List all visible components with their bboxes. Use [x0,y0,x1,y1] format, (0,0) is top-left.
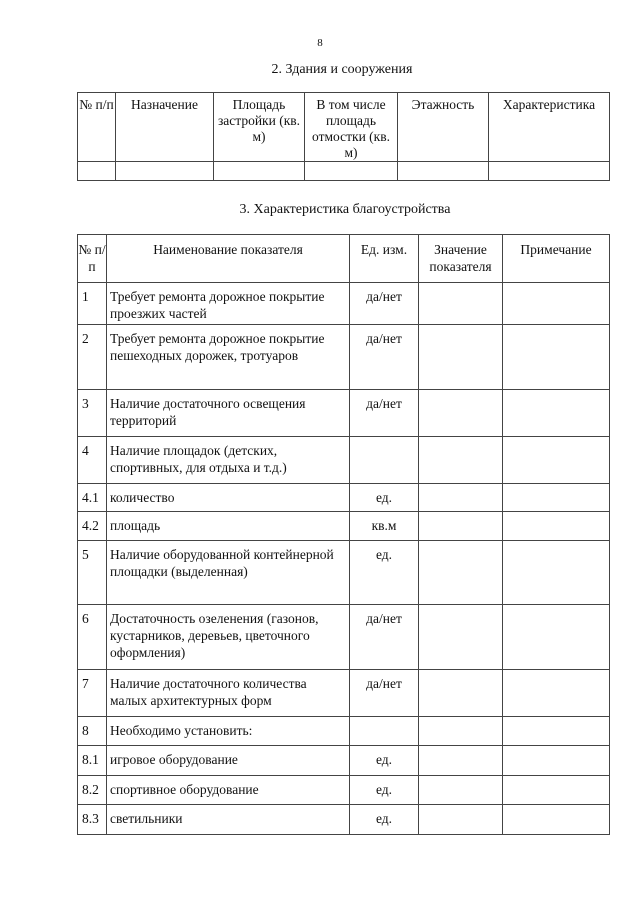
section-2-title: 2. Здания и сооружения [271,62,413,77]
empty-cell[interactable] [116,162,214,181]
row-number: 4.1 [78,484,107,512]
note-cell[interactable] [503,390,610,437]
indicator-name: Наличие достаточного освещения территорий [107,390,350,437]
note-cell[interactable] [503,717,610,746]
row-number: 2 [78,325,107,390]
table-row [78,283,610,325]
table-row [78,717,610,746]
row-number: 4.2 [78,512,107,541]
indicator-name: Наличие оборудованной контейнерной площадки (выделенная) [107,541,350,605]
indicator-name: Необходимо установить: [107,717,350,746]
header-characteristic: Характеристика [489,93,610,162]
value-cell[interactable] [419,605,503,670]
improvement-header-row [78,235,610,283]
header-area: Площадь застройки (кв. м) [214,93,305,162]
value-cell[interactable] [419,746,503,776]
unit-cell: ед. [350,746,419,776]
value-cell[interactable] [419,390,503,437]
unit-cell: да/нет [350,390,419,437]
table-row [78,437,610,484]
value-cell[interactable] [419,283,503,325]
table-row [78,746,610,776]
value-cell[interactable] [419,437,503,484]
header-purpose: Назначение [116,93,214,162]
value-cell[interactable] [419,541,503,605]
indicator-name: спортивное оборудование [107,776,350,805]
value-cell[interactable] [419,717,503,746]
value-cell[interactable] [419,512,503,541]
row-number: 3 [78,390,107,437]
header-note: Примечание [503,235,610,283]
row-number: 5 [78,541,107,605]
unit-cell: ед. [350,776,419,805]
value-cell[interactable] [419,776,503,805]
indicator-name: площадь [107,512,350,541]
indicator-name: Наличие достаточного количества малых архитектурных форм [107,670,350,717]
unit-cell: ед. [350,484,419,512]
empty-cell[interactable] [305,162,398,181]
header-floors: Этажность [398,93,489,162]
note-cell[interactable] [503,776,610,805]
note-cell[interactable] [503,746,610,776]
improvement-table [77,234,610,835]
indicator-name: светильники [107,805,350,835]
empty-cell[interactable] [214,162,305,181]
row-number: 8.1 [78,746,107,776]
indicator-name: Требует ремонта дорожное покрытие пешеходных дорожек, тротуаров [107,325,350,390]
buildings-empty-row [78,162,610,181]
value-cell[interactable] [419,325,503,390]
table-row [78,776,610,805]
indicator-name: Наличие площадок (детских, спортивных, для отдыха и т.д.) [107,437,350,484]
unit-cell: да/нет [350,605,419,670]
table-row [78,670,610,717]
header-num: № п/п [78,93,116,162]
empty-cell[interactable] [398,162,489,181]
unit-cell: ед. [350,805,419,835]
note-cell[interactable] [503,325,610,390]
row-number: 8.3 [78,805,107,835]
unit-cell: ед. [350,541,419,605]
unit-cell [350,717,419,746]
table-row [78,512,610,541]
empty-cell[interactable] [489,162,610,181]
table-row [78,605,610,670]
unit-cell: да/нет [350,325,419,390]
note-cell[interactable] [503,512,610,541]
note-cell[interactable] [503,437,610,484]
note-cell[interactable] [503,484,610,512]
table-row [78,390,610,437]
note-cell[interactable] [503,283,610,325]
header-unit: Ед. изм. [350,235,419,283]
header-blind-area: В том числе площадь отмостки (кв. м) [305,93,398,162]
indicator-name: Достаточность озеленения (газонов, кустарников, деревьев, цветочного оформления) [107,605,350,670]
page-number: 8 [317,37,323,49]
row-number: 8 [78,717,107,746]
value-cell[interactable] [419,484,503,512]
table-row [78,541,610,605]
note-cell[interactable] [503,605,610,670]
row-number: 7 [78,670,107,717]
indicator-name: игровое оборудование [107,746,350,776]
header-num: № п/п [78,235,107,283]
row-number: 4 [78,437,107,484]
section-3-title: 3. Характеристика благоустройства [239,202,451,217]
unit-cell: да/нет [350,283,419,325]
row-number: 8.2 [78,776,107,805]
indicator-name: количество [107,484,350,512]
value-cell[interactable] [419,670,503,717]
indicator-name: Требует ремонта дорожное покрытие проезжих частей [107,283,350,325]
table-row [78,325,610,390]
row-number: 6 [78,605,107,670]
unit-cell: да/нет [350,670,419,717]
table-row [78,484,610,512]
empty-cell[interactable] [78,162,116,181]
header-indicator-name: Наименование показателя [107,235,350,283]
note-cell[interactable] [503,670,610,717]
note-cell[interactable] [503,541,610,605]
row-number: 1 [78,283,107,325]
value-cell[interactable] [419,805,503,835]
buildings-table [77,92,610,181]
buildings-header-row [78,93,610,162]
unit-cell [350,437,419,484]
unit-cell: кв.м [350,512,419,541]
table-row [78,805,610,835]
note-cell[interactable] [503,805,610,835]
header-value: Значение показателя [419,235,503,283]
